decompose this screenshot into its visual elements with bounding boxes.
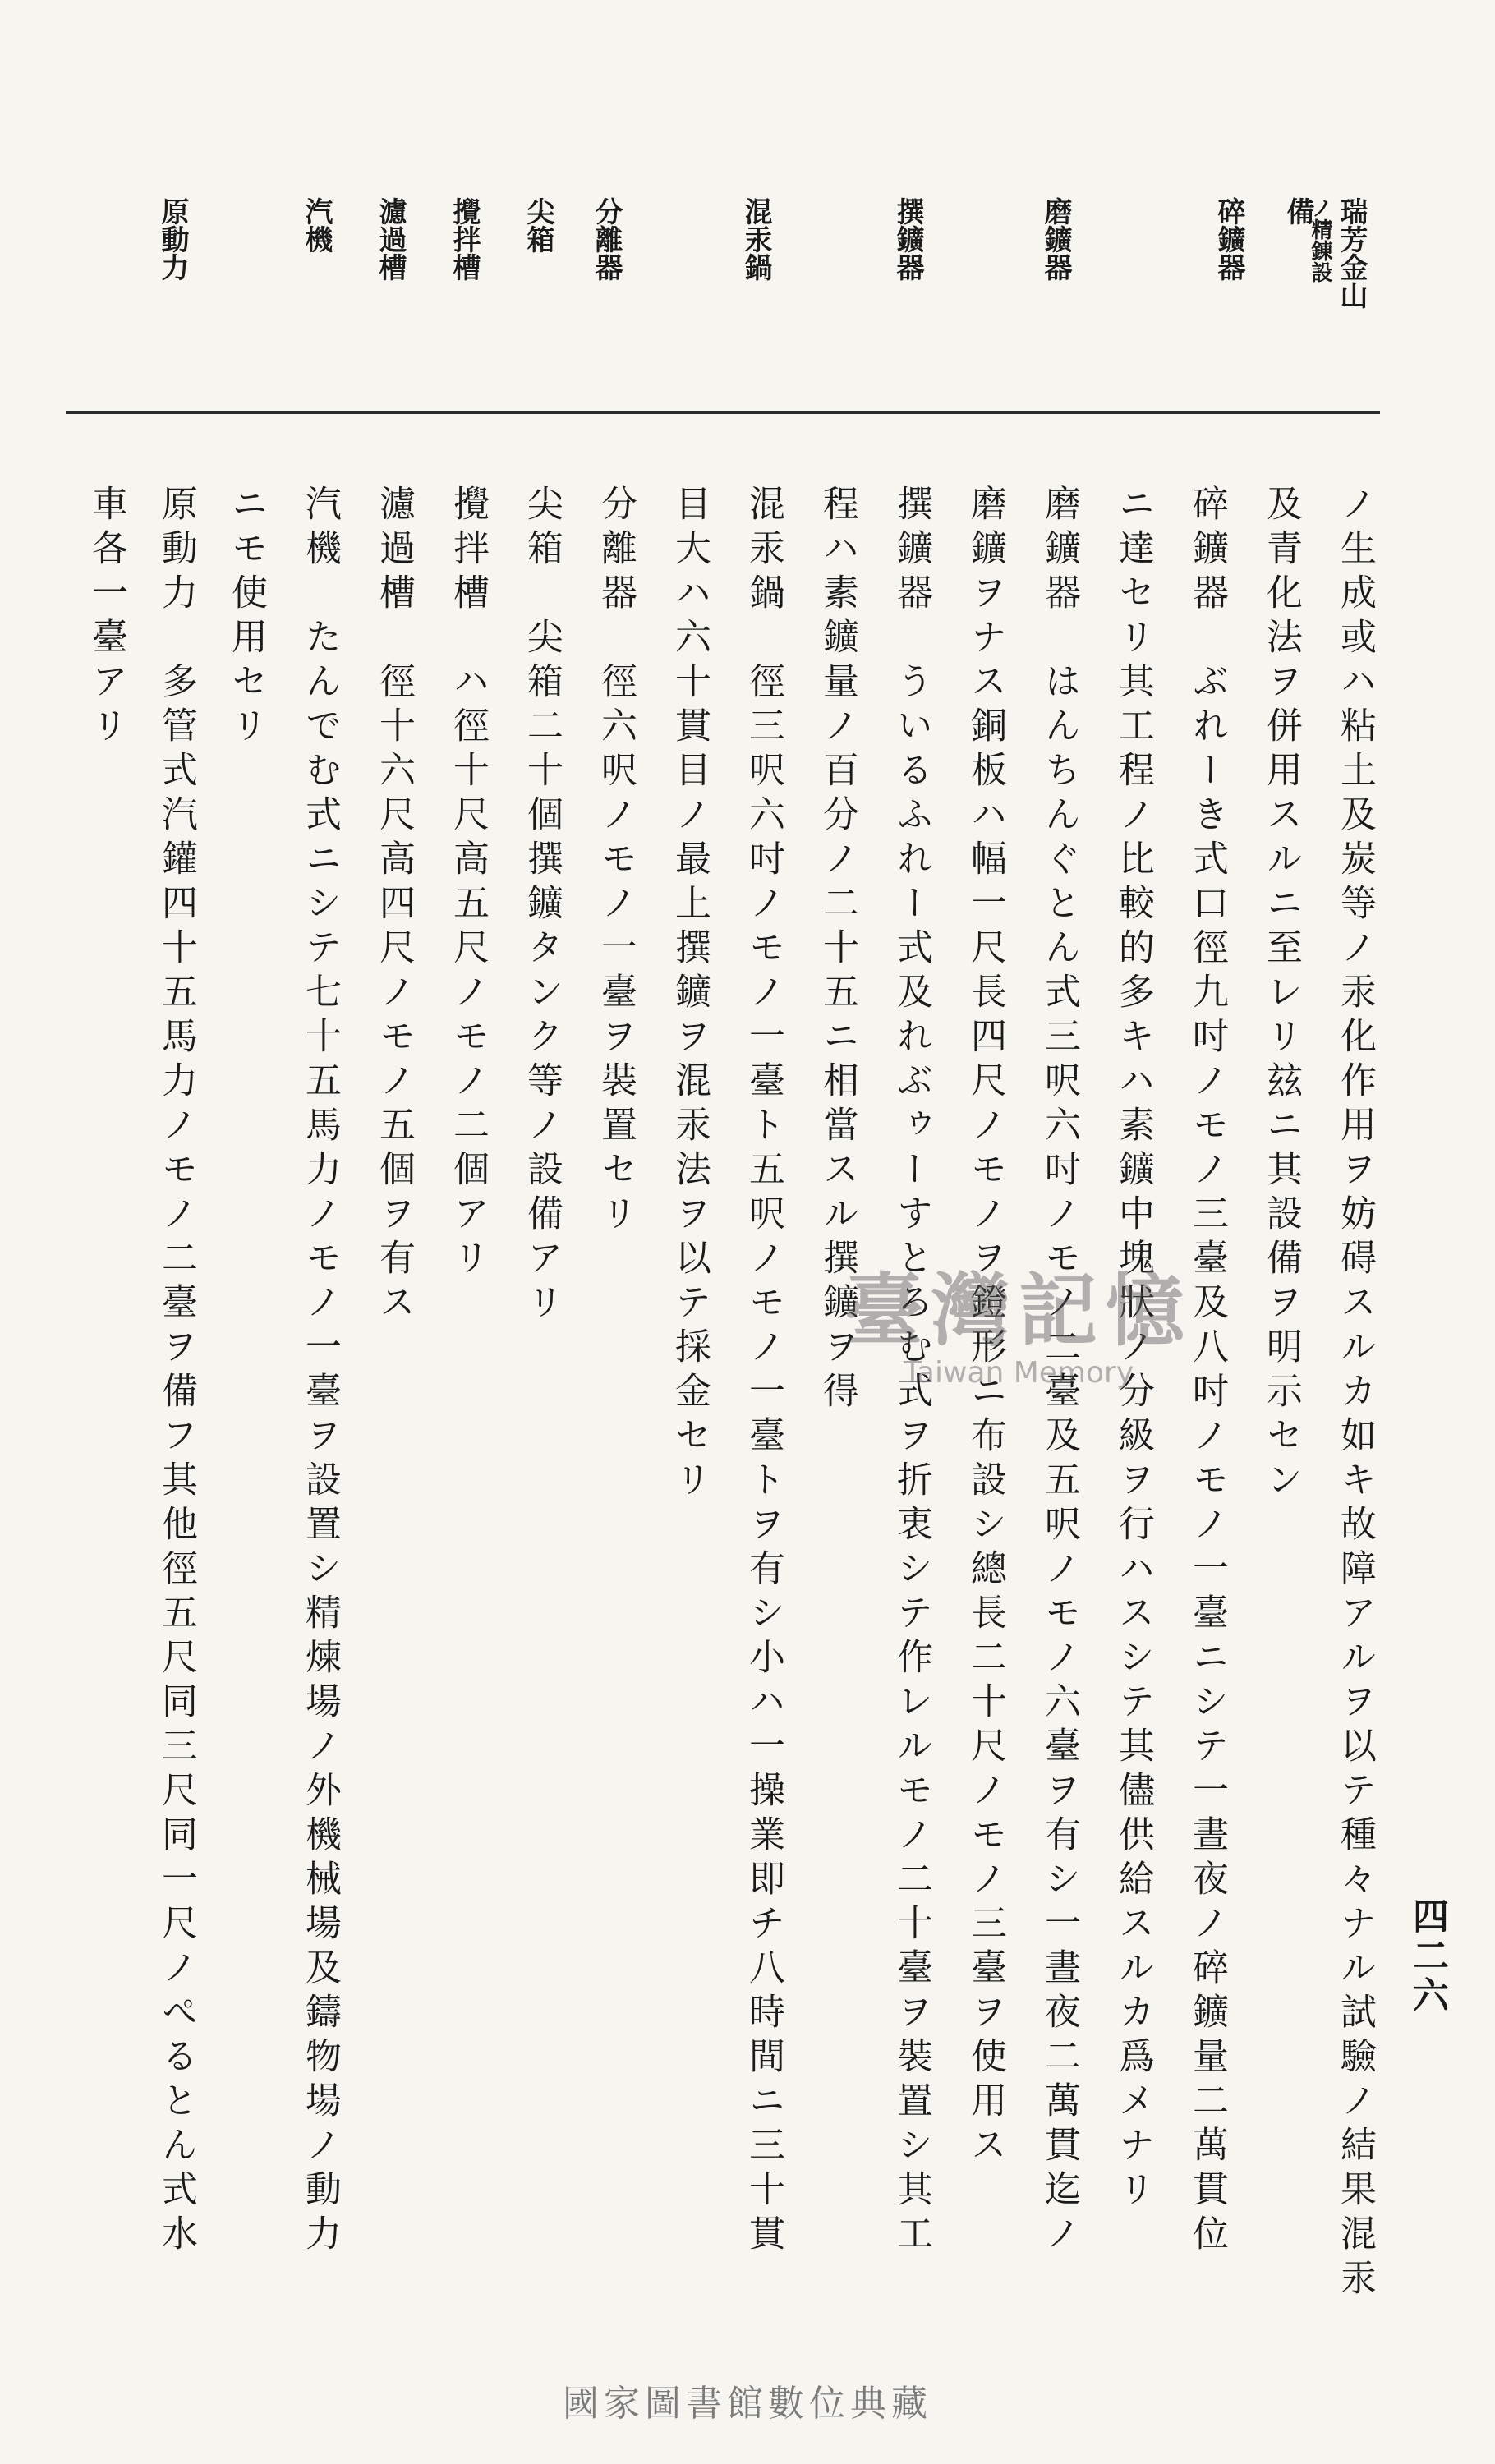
text-line: 分離器 徑六呎ノモノ一臺ヲ裝置セリ	[595, 485, 637, 1239]
marginal-header	[0, 197, 1495, 394]
header-label-filter-tank: 濾過槽	[374, 197, 407, 281]
text-line: ニモ使用セリ	[225, 485, 267, 751]
text-line: 撰鑛器 ういるふれー式及れぶゥーすとろむ式ヲ折衷シテ作レルモノ二十臺ヲ裝置シ其工	[890, 485, 932, 2259]
header-label-concentrator: 撰鑛器	[891, 197, 924, 281]
text-line: 混汞鍋 徑三呎六吋ノモノ一臺ト五呎ノモノ一臺トヲ有シ小ハ一操業即チ八時間ニ三十貫	[743, 485, 784, 2259]
text-line: 濾過槽 徑十六尺高四尺ノモノ五個ヲ有ス	[373, 485, 415, 1327]
section-title-line-1: 瑞芳金山	[1335, 197, 1368, 309]
header-label-grinder: 磨鑛器	[1039, 197, 1072, 281]
header-label-pointed-box: 尖箱	[522, 197, 554, 253]
header-label-crusher: 碎鑛器	[1212, 197, 1245, 281]
text-line: 汽機 たんでむ式ニシテ七十五馬力ノモノ一臺ヲ設置シ精煉場ノ外機械場及鑄物場ノ動力	[299, 485, 341, 2259]
text-line: ニ達セリ其工程ノ比較的多キハ素鑛中塊狀ノ分級ヲ行ハスシテ其儘供給スルカ爲メナリ	[1112, 485, 1154, 2214]
page-number: 四二六	[1406, 1897, 1448, 2016]
watermark-logo-text: 臺灣記憶	[844, 1264, 1193, 1357]
text-line: 目大ハ六十貫目ノ最上撰鑛ヲ混汞法ヲ以テ採金セリ	[669, 485, 711, 1505]
text-line: 車各一臺アリ	[85, 485, 127, 751]
header-label-agitator: 攪拌槽	[448, 197, 481, 281]
watermark-logo-subtitle: Taiwan Memory	[903, 1356, 1134, 1390]
section-title-line-3: 備	[1281, 197, 1314, 225]
header-label-steam-engine: 汽機	[300, 197, 333, 253]
text-line: 攪拌槽 ハ徑十尺高五尺ノモノ二個アリ	[447, 485, 489, 1283]
text-line: 碎鑛器 ぶれーき式口徑九吋ノモノ三臺及八吋ノモノ一臺ニシテ一晝夜ノ碎鑛量二萬貫位	[1186, 485, 1228, 2259]
watermark-footer: 國家圖書館數位典藏	[563, 2383, 932, 2425]
header-label-separator: 分離器	[590, 197, 623, 281]
text-line: ノ生成或ハ粘土及炭等ノ汞化作用ヲ妨碍スルカ如キ故障アルヲ以テ種々ナル試驗ノ結果混汞	[1334, 485, 1376, 2303]
header-label-amalgam-pan: 混汞鍋	[739, 197, 772, 281]
text-line: 及青化法ヲ併用スルニ至レリ玆ニ其設備ヲ明示セン	[1260, 485, 1302, 1505]
header-divider	[66, 411, 1380, 414]
section-title-line-2: ノ精錬設	[1308, 197, 1332, 283]
text-line: 程ハ素鑛量ノ百分ノ二十五ニ相當スル撰鑛ヲ得	[816, 485, 858, 1416]
text-line: 尖箱 尖箱二十個撰鑛タンク等ノ設備アリ	[521, 485, 563, 1327]
header-label-prime-mover: 原動力	[156, 197, 189, 281]
body-text	[0, 485, 1495, 2374]
text-line: 磨鑛ヲナス銅板ハ幅一尺長四尺ノモノヲ鐙形ニ布設シ總長二十尺ノモノ三臺ヲ使用ス	[964, 485, 1006, 2170]
watermark-logo	[764, 1248, 1273, 1390]
text-line: 原動力 多管式汽鑵四十五馬力ノモノ二臺ヲ備フ其他徑五尺同三尺同一尺ノぺるとん式水	[155, 485, 197, 2259]
text-line: 磨鑛器 はんちんぐとん式三呎六吋ノモノ二臺及五呎ノモノ六臺ヲ有シ一晝夜二萬貫迄ノ	[1038, 485, 1080, 2259]
